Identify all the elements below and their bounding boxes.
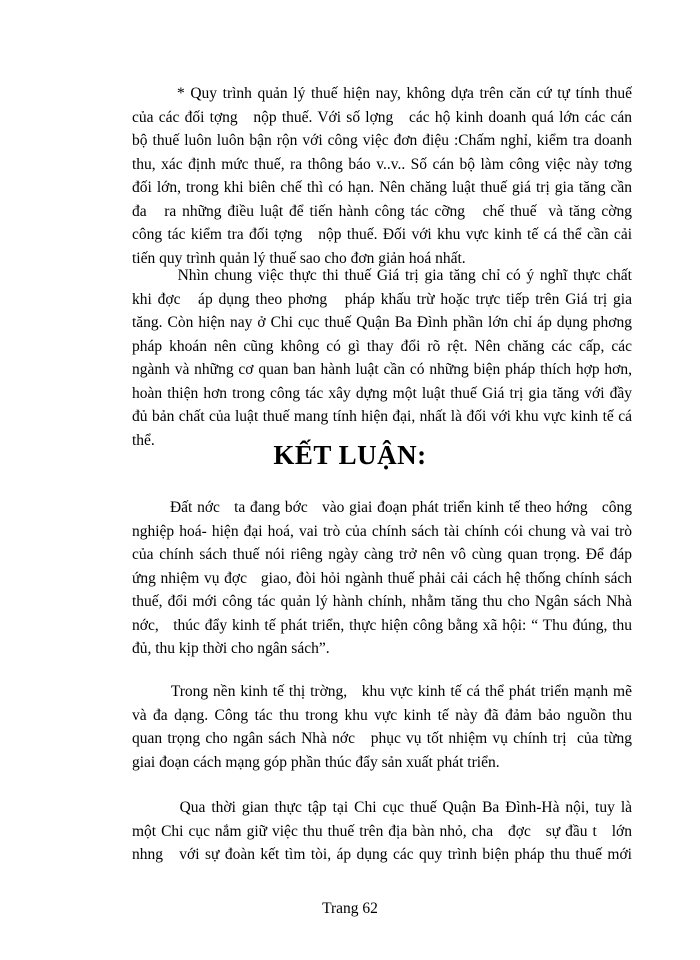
text-line: ứng nhiệm vụ đợc giao, đòi hỏi ngành thuế phải cải cách hệ thống chính sách: [132, 569, 632, 587]
text-line: đa ra những điều luật để tiến hành công tác cỡng chế thuế và tăng cờng: [132, 202, 632, 220]
text-line: khi đợc áp dụng theo phơng pháp khấu trừ hoặc trực tiếp trên Giá trị gia: [132, 290, 632, 308]
paragraph-conclusion-intro: [132, 496, 632, 661]
text-line: tiến quy trình quản lý thuế sao cho đơn giản hoá nhất.: [132, 249, 466, 267]
text-line: tăng. Còn hiện nay ở Chi cục thuế Quận Ba Đình phần lớn chỉ áp dụng phơng: [132, 314, 632, 331]
text-line: thể.: [132, 431, 155, 449]
text-line: thu, xác định mức thuế, ra thông báo v..v.. Số cán bộ làm công việc này tơng: [132, 155, 632, 173]
section-heading: KẾT LUẬN:: [273, 440, 427, 470]
text-line: của chính sách thuế nói riêng ngày càng trở nên vô cùng quan trọng. Để đáp: [132, 546, 632, 563]
text-line: đối lớn, trong khi biên chế thì có hạn. Nên chăng luật thuế giá trị gia tăng cần: [132, 179, 632, 196]
text-line: * Quy trình quản lý thuế hiện nay, không dựa trên căn cứ tự tính thuế: [132, 85, 632, 102]
paragraph-vat-overview: [132, 264, 632, 452]
text-line: ngành và những cơ quan ban hành luật cần có những biện pháp thích hợp hơn,: [132, 361, 632, 378]
page-number: Trang 62: [322, 900, 378, 917]
text-line: Qua thời gian thực tập tại Chi cục thuế Quận Ba Đình-Hà nội, tuy là: [132, 799, 632, 816]
paragraph-market-economy: [132, 680, 632, 774]
text-line: nghiệp hoá- hiện đại hoá, vai trò của chính sách tài chính cói chung và vai trò: [132, 522, 632, 540]
paragraph-tax-process: [132, 82, 632, 270]
text-line: Nhìn chung việc thực thi thuế Giá trị gia tăng chỉ có ý nghĩ thực chất: [132, 267, 632, 284]
text-line: bộ thuế luôn luôn bận rộn với công việc đơn điệu :Chấm nghỉ, kiểm tra doanh: [132, 132, 632, 149]
paragraph-internship: [132, 796, 632, 867]
text-line: hoàn thiện hơn trong công tác xây dựng một luật thuế Giá trị gia tăng với đầy: [132, 384, 632, 402]
text-line: công tác kiểm tra đối tợng nộp thuế. Đối với khu vực kinh tế cá thể cần cải: [132, 226, 632, 243]
text-line: đủ, thu kịp thời cho ngân sách”.: [132, 640, 330, 657]
text-line: nớc, thúc đẩy kinh tế phát triển, thực hiện công bằng xã hội: “ Thu đúng, thu: [132, 616, 632, 634]
text-line: pháp khoán nên cũng không có gì thay đổi rõ rệt. Nên chăng các cấp, các: [132, 337, 632, 355]
text-line: thuế, đổi mới công tác quản lý hành chính, nhằm tăng thu cho Ngân sách Nhà: [132, 593, 632, 610]
text-line: Đất nớc ta đang bớc vào giai đoạn phát triển kinh tế theo hớng công: [132, 499, 632, 516]
text-line: Trong nền kinh tế thị trờng, khu vực kinh tế cá thể phát triển mạnh mẽ: [132, 683, 632, 700]
text-line: giai đoạn cách mạng góp phần thúc đẩy sản xuất phát triển.: [132, 753, 500, 771]
text-line: một Chi cục nắm giữ việc thu thuế trên địa bàn nhỏ, cha đợc sự đầu t lớn: [132, 822, 632, 840]
text-line: đủ bản chất của luật thuế mang tính hiện đại, nhất là đối với khu vực kinh tế cá: [132, 408, 632, 425]
text-line: quan trọng cho ngân sách Nhà nớc phục vụ tốt nhiệm vụ chính trị của từng: [132, 730, 632, 747]
text-line: của các đối tợng nộp thuế. Với số lợng các hộ kinh doanh quá lớn các cán: [132, 108, 632, 126]
text-line: nhng với sự đoàn kết tìm tòi, áp dụng các quy trình biện pháp thu thuế mới: [132, 846, 632, 863]
text-line: và đa dạng. Công tác thu trong khu vực kinh tế này đã đảm bảo nguồn thu: [132, 706, 632, 724]
